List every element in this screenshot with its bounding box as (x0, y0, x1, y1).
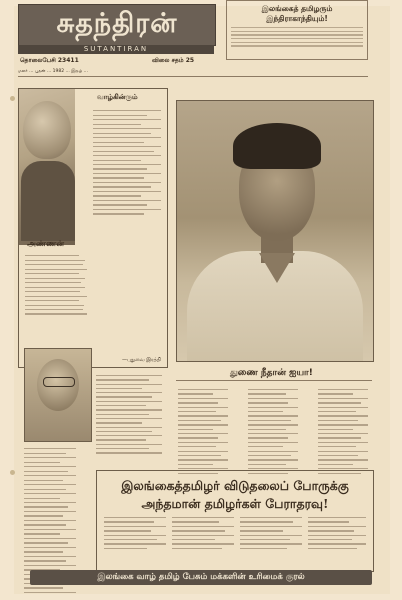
poem-column-1 (178, 386, 228, 477)
main-portrait-photo (176, 100, 374, 362)
photo-caption: துணை நீதான் ஐயா! (230, 368, 313, 378)
article-column-2 (172, 514, 234, 552)
poem-column-2 (248, 386, 298, 477)
article-column-4 (308, 514, 366, 552)
footer-banner: இலங்கை வாழ் தமிழ் பேசும் மக்களின் உரிமைக் குரல் (30, 570, 372, 585)
masthead-subtitle: SUTANTIRAN (18, 45, 214, 54)
small-portrait-photo (24, 348, 92, 442)
article-column-3 (240, 514, 302, 552)
portrait-photo (19, 89, 75, 245)
masthead-title: சுதந்திரன் (56, 7, 178, 39)
top-article-text (231, 27, 363, 47)
bottom-headline-line1: இலங்கைத்தமிழர் விடுதலைப் போருக்கு (121, 478, 349, 493)
poem-heading: வாழ்கின்ரும் (97, 93, 138, 101)
punch-hole (10, 96, 15, 101)
punch-hole (10, 470, 15, 475)
small-portrait-text (96, 372, 162, 457)
phone-number: தொலைபேசி 23411 (20, 57, 79, 64)
top-article-box (226, 0, 368, 60)
dateline: மலர் ... புதன் ... 1982 ... இதழ் ... (18, 68, 368, 77)
article-column-1 (104, 514, 166, 552)
top-article-headline: இலங்கைத் தமிழரும் இந்திராகாந்தியும்! (261, 4, 333, 23)
poem-column-3 (318, 386, 368, 477)
bottom-headline-line2: அந்தமான் தமிழர்கள் பேராதரவு! (141, 496, 329, 511)
masthead (18, 4, 216, 46)
left-poem-box (18, 88, 168, 368)
price: விலை சதம் 25 (152, 57, 195, 64)
annan-text (25, 252, 145, 318)
poem-signature: —புதுவை இரத்தி (122, 357, 161, 363)
poem-text (93, 107, 161, 218)
divider (176, 380, 372, 381)
annan-heading: அண்ணன் (27, 239, 65, 248)
